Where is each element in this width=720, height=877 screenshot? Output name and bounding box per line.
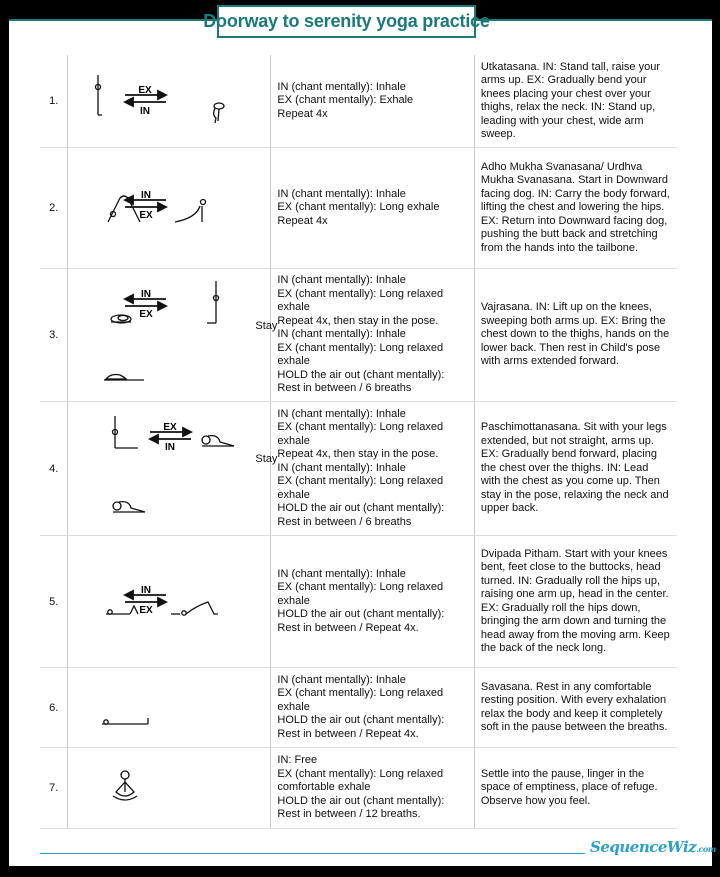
breath-instructions: IN (chant mentally): Inhale EX (chant mentally): Exhale Repeat 4x [271,55,474,148]
table-row [40,55,677,148]
row-number: 4. [40,402,68,536]
pose-figures [68,536,270,667]
brand-name: SequenceWiz [590,838,697,856]
arrow-top-label: EX [138,85,153,96]
pose-description: Vajrasana. IN: Lift up on the knees, sweeping both arms up. EX: Bring the chest down to the thighs, hands on the lower back. Then rest in Child's pose with arms extended forward. [474,269,677,402]
pose-description: Settle into the pause, linger in the space of emptiness, place of refuge. Observe how you feel. [474,748,677,829]
pose-figures [68,148,270,268]
pose-figure-cell [68,748,271,829]
pose-description: Savasana. Rest in any comfortable resting position. With every exhalation relax the body and keep it completely soft in the pause between the breaths. [474,668,677,748]
pose-figure-cell [68,269,278,402]
table-row [40,269,677,402]
table-row [40,668,677,748]
table-row [40,748,677,829]
arrow-top-label: IN [141,289,152,300]
table-row [40,148,677,269]
arrow-top-label: IN [141,585,152,596]
chair-pose-icon [214,103,224,123]
breath-instructions: IN (chant mentally): Inhale EX (chant mentally): Long relaxed exhale HOLD the air out (chant mentally): Rest in between / Repeat 4x. [271,668,474,748]
meditation-pose-icon [113,771,137,800]
stay-label: Stay [255,453,278,465]
breath-instructions: IN (chant mentally): Inhale EX (chant mentally): Long exhale Repeat 4x [271,148,474,269]
standing-figure-icon [96,75,103,115]
row-number: 1. [40,55,68,148]
row-number: 7. [40,748,68,829]
arrow-bottom-label: IN [140,106,151,117]
row-number: 5. [40,536,68,668]
pose-figures [68,748,270,828]
childs-pose-icon [111,315,131,323]
pose-figure-cell [68,148,271,269]
kneeling-arms-up-icon [207,281,219,323]
savasana-icon [102,718,148,724]
arrow-bottom-label: EX [139,605,154,616]
pose-description: Adho Mukha Svanasana/ Urdhva Mukha Svanasana. Start in Downward facing dog. IN: Carry the body forward, lifting the chest and lowering the hips. EX: Return into Downward facing dog, pushing the butt back and stretching from the hands into the tailbone. [474,148,677,269]
pose-figure-cell [68,668,271,748]
child-pose-arms-forward-icon [104,375,144,381]
arrow-bottom-label: EX [139,309,154,320]
page-title: Doorway to serenity yoga practice [217,5,476,38]
arrow-top-label: IN [141,190,152,201]
footer-rule [40,853,585,854]
pose-description: Dvipada Pitham. Start with your knees bent, feet close to the buttocks, head turned. IN: Gradually roll the hips up, raising one arm up, head in the center. EX: Gradually roll the hips down, bringing the arm down and turning the head away from the moving arm. Keep the back of the neck long. [474,536,677,668]
forward-fold-rest-icon [113,502,145,512]
seated-arms-up-icon [113,416,139,448]
table-row [40,536,677,668]
pose-figures [68,55,270,147]
pose-figures [68,668,270,747]
bridge-lifted-icon [171,602,218,615]
breath-instructions: IN (chant mentally): Inhale EX (chant mentally): Long relaxed exhale Repeat 4x, then stay in the pose. IN (chant mentally): Inhale EX (chant mentally): Long relaxed exhale HOLD the air out (chant mentally): Rest in between / 6 breaths [271,269,474,402]
breath-instructions: IN (chant mentally): Inhale EX (chant mentally): Long relaxed exhale Repeat 4x, then stay in the pose. IN (chant mentally): Inhale EX (chant mentally): Long relaxed exhale HOLD the air out (chant mentally): Rest in between / 6 breaths [271,402,474,536]
arrow-top-label: EX [163,422,178,433]
upward-dog-icon [175,200,206,223]
pose-figure-cell [68,402,278,536]
table-row [40,402,677,536]
pose-figure-cell [68,55,271,148]
row-number: 2. [40,148,68,269]
brand-logo [590,838,716,856]
arrow-bottom-label: IN [165,442,176,453]
pose-description: Utkatasana. IN: Stand tall, raise your arms up. EX: Gradually bend your knees placing your chest over your thighs, relax the neck. IN: Stand up, leading with your chest, wide arm sweep. [474,55,677,148]
pose-description: Paschimottanasana. Sit with your legs extended, but not straight, arms up. EX: Gradually bend forward, placing the chest over the thighs. IN: Lead with the chest as you come up. Then stay in the pose, relaxing the neck and upper back. [474,402,677,536]
breath-instructions: IN (chant mentally): Inhale EX (chant mentally): Long relaxed exhale HOLD the air out (chant mentally): Rest in between / Repeat 4x. [271,536,474,668]
pose-figure-cell [68,536,271,668]
breath-instructions: IN: Free EX (chant mentally): Long relaxed comfortable exhale HOLD the air out (chant mentally): Rest in between / 12 breaths. [271,748,474,829]
arrow-bottom-label: EX [139,210,154,221]
bridge-start-icon [106,606,138,614]
row-number: 6. [40,668,68,748]
pose-figures [68,269,270,401]
stay-label: Stay [255,320,278,332]
brand-suffix: .com [696,844,716,854]
sequence-table [40,55,677,829]
seated-forward-bend-icon [202,436,234,446]
pose-figures [68,402,270,535]
row-number: 3. [40,269,68,402]
